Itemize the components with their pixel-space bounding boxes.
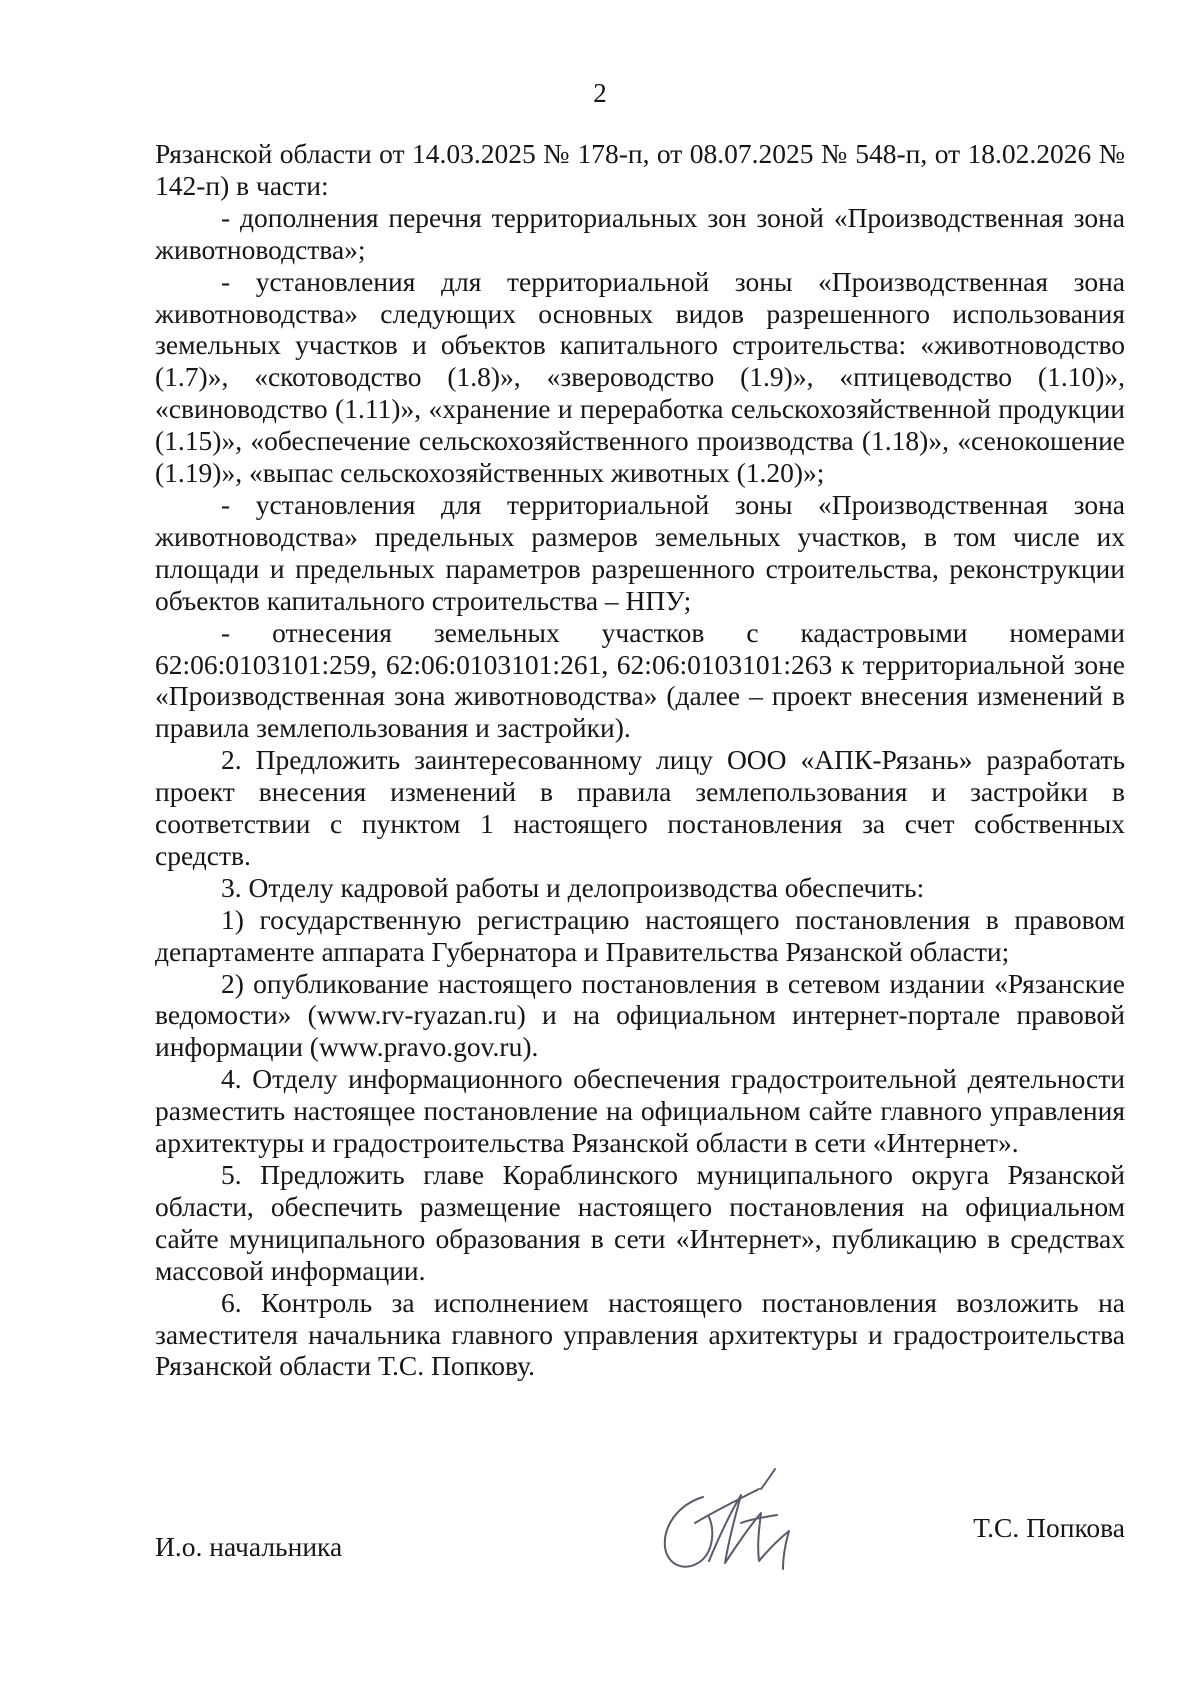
paragraph-limit-sizes: - установления для территориальной зоны «Производственная зона животноводства» предельных размеров земельных участков, в том числе их площади и предельных параметров разрешенного строительства, реконструкции объектов капитального строительства – НПУ; xyxy=(155,488,1125,616)
paragraph-item-3-1: 1) государственную регистрацию настоящего постановления в правовом департаменте аппарата Губернатора и Правительства Рязанской области; xyxy=(155,903,1125,967)
paragraph-cadastral-parcels: - отнесения земельных участков с кадастровыми номерами 62:06:0103101:259, 62:06:0103101:261, 62:06:0103101:263 к территориальной зоне «Производственная зона животноводства» (далее – проект внесения изменений в правила землепользования и застройки). xyxy=(155,616,1125,744)
paragraph-item-3: 3. Отделу кадровой работы и делопроизводства обеспечить: xyxy=(221,871,925,903)
paragraph-item-6: 6. Контроль за исполнением настоящего постановления возложить на заместителя начальника главного управления архитектуры и градостроительства Рязанской области Т.С. Попкову. xyxy=(155,1286,1125,1382)
handwritten-signature xyxy=(655,1465,825,1580)
page-number: 2 xyxy=(593,78,607,108)
paragraph-item-2: 2. Предложить заинтересованному лицу ООО «АПК-Рязань» разработать проект внесения изменений в правила землепользования и застройки в соответствии с пунктом 1 настоящего постановления за счет собственных средств. xyxy=(155,744,1125,871)
paragraph-item-4: 4. Отделу информационного обеспечения градостроительной деятельности разместить настоящее постановление на официальном сайте главного управления архитектуры и градостроительства Рязанской области в сети «Интернет». xyxy=(155,1063,1125,1159)
paragraph-continuation: Рязанской области от 14.03.2025 № 178-п, от 08.07.2025 № 548-п, от 18.02.2026 № 142-п) в части: xyxy=(155,138,1125,201)
signatory-title: И.о. начальника xyxy=(155,1531,343,1562)
paragraph-zone-list-addition: - дополнения перечня территориальных зон зоной «Производственная зона животноводства»; xyxy=(155,201,1125,265)
document-body xyxy=(155,138,1125,1382)
paragraph-permitted-uses: - установления для территориальной зоны «Производственная зона животноводства» следующих основных видов разрешенного использования земельных участков и объектов капитального строительства: «животноводство (1.7)», «скотоводство (1.8)», «звероводство (1.9)», «птицеводство (1.10)», «свиноводство (1.11)», «хранение и переработка сельскохозяйственной продукции (1.15)», «обеспечение сельскохозяйственного производства (1.18)», «сенокошение (1.19)», «выпас сельскохозяйственных животных (1.20)»; xyxy=(155,265,1125,489)
signatory-name: Т.С. Попкова xyxy=(973,1512,1125,1543)
paragraph-item-5: 5. Предложить главе Кораблинского муниципального округа Рязанской области, обеспечить размещение настоящего постановления на официальном сайте муниципального образования в сети «Интернет», публикацию в средствах массовой информации. xyxy=(155,1159,1125,1286)
paragraph-item-3-2: 2) опубликование настоящего постановления в сетевом издании «Рязанские ведомости» (www.rv-ryazan.ru) и на официальном интернет-портале правовой информации (www.pravo.gov.ru). xyxy=(155,967,1125,1063)
